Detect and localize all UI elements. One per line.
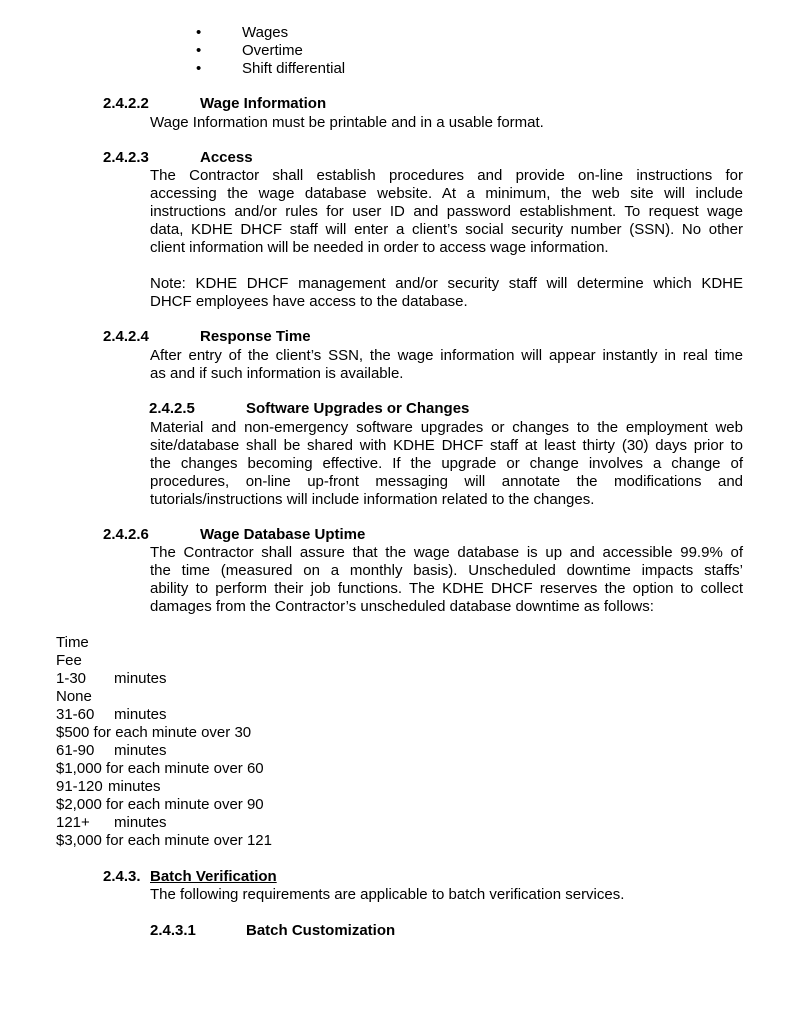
bullet-marker: • xyxy=(196,60,202,77)
section-number: 2.4.2.3 xyxy=(103,149,149,166)
section-text: The following requirements are applicable to batch verification services. xyxy=(150,886,625,903)
fee-table xyxy=(56,634,272,850)
paragraph-line: accessing the wage database website. At a minimum, the web site will include xyxy=(150,185,743,202)
section-number: 2.4.2.4 xyxy=(103,328,149,345)
fee-value: $500 for each minute over 30 xyxy=(56,724,252,741)
paragraph-line: procedures, on-line up-front messaging will annotate the modifications and xyxy=(150,473,743,490)
time-range: 31-60 xyxy=(56,706,95,723)
fee-value: $3,000 for each minute over 121 xyxy=(56,832,272,849)
time-range: 91-120 xyxy=(56,778,103,795)
bullet-item-overtime: Overtime xyxy=(242,42,303,59)
section-number: 2.4.3. xyxy=(103,868,141,885)
section-paragraph xyxy=(150,544,743,616)
time-range: 61-90 xyxy=(56,742,95,759)
fee-value: $2,000 for each minute over 90 xyxy=(56,796,264,813)
fee-table-header-fee: Fee xyxy=(56,652,82,669)
bullet-marker: • xyxy=(196,24,202,41)
section-title: Wage Database Uptime xyxy=(200,526,366,543)
fee-value: $1,000 for each minute over 60 xyxy=(56,760,264,777)
section-paragraph xyxy=(150,347,743,383)
paragraph-line: DHCF employees have access to the database. xyxy=(150,293,468,310)
paragraph-line: Material and non-emergency software upgrades or changes to the employment web xyxy=(150,419,743,436)
time-range: 1-30 xyxy=(56,670,87,687)
paragraph-line: tutorials/instructions will include information related to the changes. xyxy=(150,491,595,508)
fee-value: None xyxy=(56,688,92,705)
section-number: 2.4.2.2 xyxy=(103,95,149,112)
section-title: Wage Information xyxy=(200,95,327,112)
paragraph-line: client information will be needed in order to access wage information. xyxy=(150,239,609,256)
section-paragraph xyxy=(150,419,743,509)
bullet-item-wages: Wages xyxy=(242,24,289,41)
section-title: Batch Verification xyxy=(150,868,277,885)
paragraph-line: the time (measured on a monthly basis). Unscheduled downtime impacts staffs’ xyxy=(150,562,743,579)
table-row xyxy=(56,814,272,832)
time-range: 121+ xyxy=(56,814,90,831)
fee-table-header-time: Time xyxy=(56,634,89,651)
table-row xyxy=(56,742,272,760)
section-number: 2.4.2.6 xyxy=(103,526,149,543)
note-paragraph xyxy=(150,275,743,311)
paragraph-line: The Contractor shall assure that the wage database is up and accessible 99.9% of xyxy=(150,544,743,561)
time-unit: minutes xyxy=(114,814,167,831)
paragraph-line: After entry of the client’s SSN, the wage information will appear instantly in real time xyxy=(150,347,743,364)
paragraph-line: the changes becoming effective. If the upgrade or change involves a change of xyxy=(150,455,743,472)
section-number: 2.4.2.5 xyxy=(149,400,195,417)
section-title: Response Time xyxy=(200,328,311,345)
paragraph-line: Note: KDHE DHCF management and/or security staff will determine which KDHE xyxy=(150,275,743,292)
paragraph-line: ability to perform their job functions. The KDHE DHCF reserves the option to collect xyxy=(150,580,743,597)
bullet-marker: • xyxy=(196,42,202,59)
table-row xyxy=(56,706,272,724)
section-title: Software Upgrades or Changes xyxy=(246,400,470,417)
table-row xyxy=(56,670,272,688)
paragraph-line: The Contractor shall establish procedures and provide on-line instructions for xyxy=(150,167,743,184)
paragraph-line: site/database shall be shared with KDHE DHCF staff at least thirty (30) days prior to xyxy=(150,437,743,454)
paragraph-line: as and if such information is available. xyxy=(150,365,404,382)
time-unit: minutes xyxy=(114,706,167,723)
section-text: Wage Information must be printable and in a usable format. xyxy=(150,114,544,131)
bullet-item-shift-differential: Shift differential xyxy=(242,60,346,77)
paragraph-line: damages from the Contractor’s unscheduled database downtime as follows: xyxy=(150,598,654,615)
table-row xyxy=(56,778,272,796)
time-unit: minutes xyxy=(108,778,161,795)
section-number: 2.4.3.1 xyxy=(150,922,196,939)
paragraph-line: data, KDHE DHCF staff will enter a client’s social security number (SSN). No other xyxy=(150,221,743,238)
time-unit: minutes xyxy=(114,670,167,687)
paragraph-line: instructions and/or rules for user ID and password establishment. To request wage xyxy=(150,203,743,220)
section-paragraph xyxy=(150,167,743,257)
time-unit: minutes xyxy=(114,742,167,759)
section-title: Access xyxy=(200,149,253,166)
section-title: Batch Customization xyxy=(246,922,396,939)
